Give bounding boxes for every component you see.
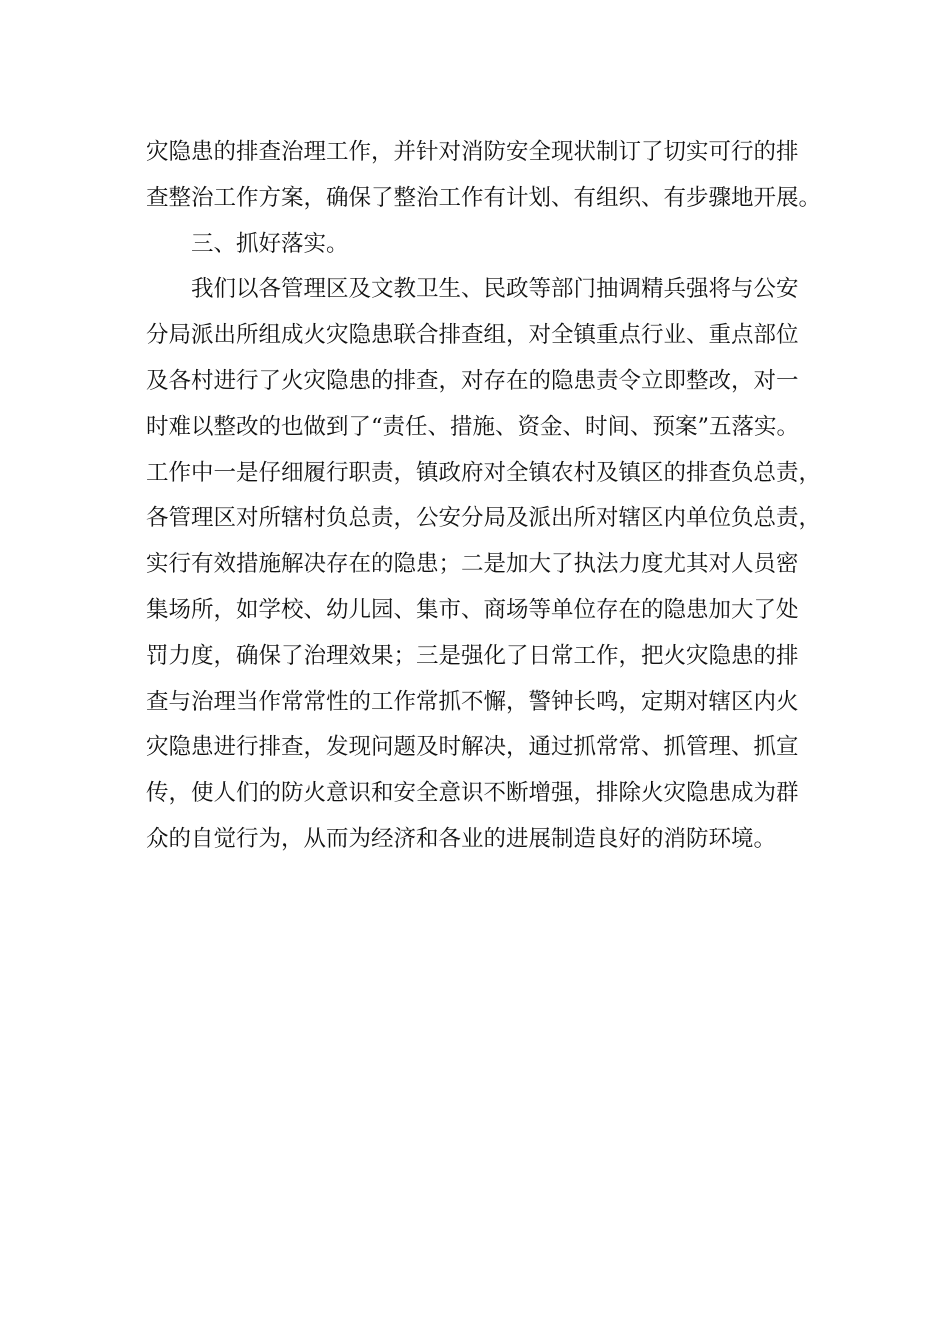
body-line: 众的自觉行为，从而为经济和各业的进展制造良好的消防环境。 <box>146 825 777 852</box>
body-line: 查与治理当作常常性的工作常抓不懈，警钟长鸣，定期对辖区内火 <box>146 688 799 715</box>
body-line: 分局派出所组成火灾隐患联合排查组，对全镇重点行业、重点部位 <box>146 322 799 349</box>
body-line: 时难以整改的也做到了“责任、措施、资金、时间、预案”五落实。 <box>146 413 800 440</box>
body-line: 各管理区对所辖村负总责，公安分局及派出所对辖区内单位负总责， <box>146 505 822 532</box>
body-line: 查整治工作方案，确保了整治工作有计划、有组织、有步骤地开展。 <box>146 184 822 211</box>
body-line: 集场所，如学校、幼儿园、集市、商场等单位存在的隐患加大了处 <box>146 596 799 623</box>
body-line: 工作中一是仔细履行职责，镇政府对全镇农村及镇区的排查负总责， <box>146 459 822 486</box>
body-line: 灾隐患的排查治理工作，并针对消防安全现状制订了切实可行的排 <box>146 139 799 165</box>
body-line: 及各村进行了火灾隐患的排查，对存在的隐患责令立即整改，对一 <box>146 367 799 394</box>
document-body <box>146 130 836 863</box>
paragraph-first-line: 我们以各管理区及文教卫生、民政等部门抽调精兵强将与公安 <box>191 276 799 303</box>
body-line: 传，使人们的防火意识和安全意识不断增强，排除火灾隐患成为群 <box>146 780 799 807</box>
body-line: 灾隐患进行排查，发现问题及时解决，通过抓常常、抓管理、抓宣 <box>146 734 799 761</box>
section-heading: 三、抓好落实。 <box>191 230 349 257</box>
body-line: 实行有效措施解决存在的隐患；二是加大了执法力度尤其对人员密 <box>146 551 799 578</box>
body-line: 罚力度，确保了治理效果；三是强化了日常工作，把火灾隐患的排 <box>146 642 799 669</box>
